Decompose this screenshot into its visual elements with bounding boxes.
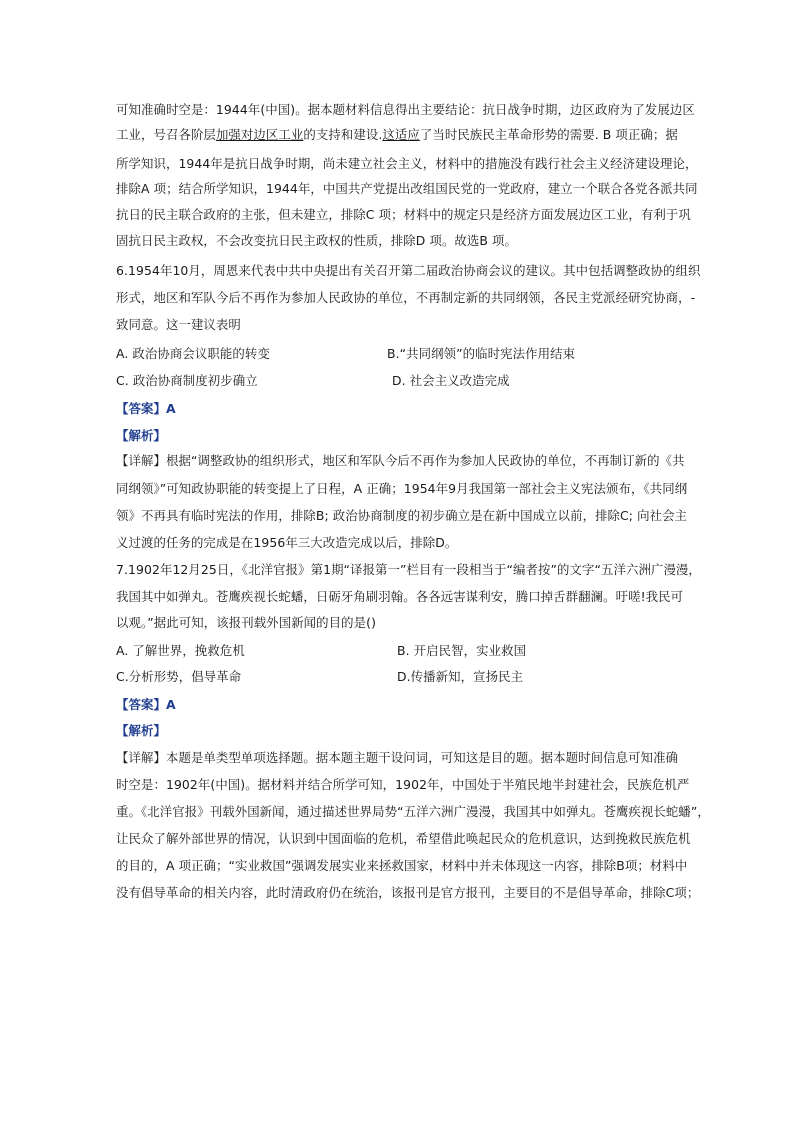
paragraph-line: 所学知识，1944年是抗日战争时期，尚未建立社会主义，材料中的措施没有践行社会主义经济建设理论， bbox=[116, 156, 698, 171]
question-6-stem: 致同意。这一建议表明 bbox=[116, 317, 241, 332]
analysis-label: 【解析】 bbox=[116, 428, 166, 443]
detail-line: 让民众了解外部世界的情况，认识到中国面临的危机，希望借此唤起民众的危机意识，达到挽救民族危机 bbox=[116, 831, 691, 846]
option-b: B.“共同纲领”的临时宪法作用结束 bbox=[387, 346, 576, 361]
detail-line: 没有倡导革命的相关内容，此时清政府仍在统治，该报刊是官方报刊，主要目的不是倡导革命，排除C项； bbox=[116, 885, 700, 900]
detail-line: 【详解】本题是单类型单项选择题。据本题主题干设问词，可知这是目的题。据本题时间信息可知准确 bbox=[116, 750, 679, 765]
question-7-stem: 7.1902年12月25日，《北洋官报》第1期“译报第一”栏目有一段相当于“编者按”的文字“五洋六洲广漫漫， bbox=[116, 562, 701, 577]
detail-line: 义过渡的任务的完成是在1956年三大改造完成以后，排除D。 bbox=[116, 535, 458, 550]
detail-line: 同纲领》”可知政协职能的转变提上了日程，A 正确；1954年9月我国第一部社会主义宪法颁布，《共同纲 bbox=[116, 481, 688, 496]
option-c: C.分析形势，倡导革命 bbox=[116, 669, 242, 684]
text-segment: 的支持和建设. bbox=[303, 127, 383, 142]
question-6-stem: 6.1954年10月，周恩来代表中共中央提出有关召开第二届政治协商会议的建议。其中包括调整政协的组织 bbox=[116, 263, 701, 278]
text-segment: 工业，号召各阶层 bbox=[116, 127, 216, 142]
option-a: A. 政治协商会议职能的转变 bbox=[116, 346, 270, 361]
underlined-text: 加强对边区工业 bbox=[215, 127, 304, 142]
question-7-stem: 以观。”据此可知，该报刊载外国新闻的目的是() bbox=[116, 615, 376, 630]
paragraph-line: 排除A 项；结合所学知识，1944年，中国共产党提出改组国民党的一党政府，建立一个联合各党各派共同 bbox=[116, 181, 698, 196]
paragraph-line: 可知准确时空是：1944年(中国)。据本题材料信息得出主要结论：抗日战争时期，边区政府为了发展边区 bbox=[116, 102, 695, 117]
analysis-label: 【解析】 bbox=[116, 723, 166, 738]
paragraph-line: 固抗日民主政权，不会改变抗日民主政权的性质，排除D 项。故选B 项。 bbox=[116, 233, 518, 248]
detail-line: 领》不再具有临时宪法的作用，排除B; 政治协商制度的初步确立是在新中国成立以前，排除C; 向社会主 bbox=[116, 508, 688, 523]
option-d: D. 社会主义改造完成 bbox=[392, 373, 510, 388]
answer-label: 【答案】A bbox=[116, 401, 176, 416]
question-6-stem: 形式，地区和军队今后不再作为参加人民政协的单位，不再制定新的共同纲领，各民主党派经研究协商，- bbox=[116, 290, 696, 305]
detail-line: 的目的，A 项正确；“实业救国”强调发展实业来拯救国家，材料中并未体现这一内容，排除B项；材料中 bbox=[116, 858, 688, 873]
option-d: D.传播新知，宣扬民主 bbox=[397, 669, 524, 684]
option-a: A. 了解世界，挽救危机 bbox=[116, 643, 245, 658]
paragraph-line: 抗日的民主联合政府的主张，但未建立，排除C 项；材料中的规定只是经济方面发展边区工业，有利于巩 bbox=[116, 207, 691, 222]
underlined-text: 这适应 bbox=[382, 127, 420, 142]
option-b: B. 开启民智，实业救国 bbox=[397, 643, 527, 658]
answer-label: 【答案】A bbox=[116, 697, 176, 712]
question-7-stem: 我国其中如弹丸。苍鹰疾视长蛇蟠，日砺牙角刷羽翰。各各远害谋利安，腾口掉舌群翻澜。吁嗟!我民可 bbox=[116, 589, 684, 604]
paragraph-line bbox=[116, 126, 678, 144]
option-c: C. 政治协商制度初步确立 bbox=[116, 373, 258, 388]
detail-line: 重。《北洋官报》刊载外国新闻，通过描述世界局势“五洋六洲广漫漫，我国其中如弹丸。苍鹰疾视长蛇蟠”， bbox=[116, 804, 710, 819]
text-segment: 了当时民族民主革命形势的需要. B 项正确；据 bbox=[419, 127, 678, 142]
detail-line: 【详解】根据“调整政协的组织形式，地区和军队今后不再作为参加人民政协的单位，不再制订新的《共 bbox=[116, 453, 685, 468]
detail-line: 时空是：1902年(中国)。据材料并结合所学可知，1902年，中国处于半殖民地半封建社会，民族危机严 bbox=[116, 777, 690, 792]
